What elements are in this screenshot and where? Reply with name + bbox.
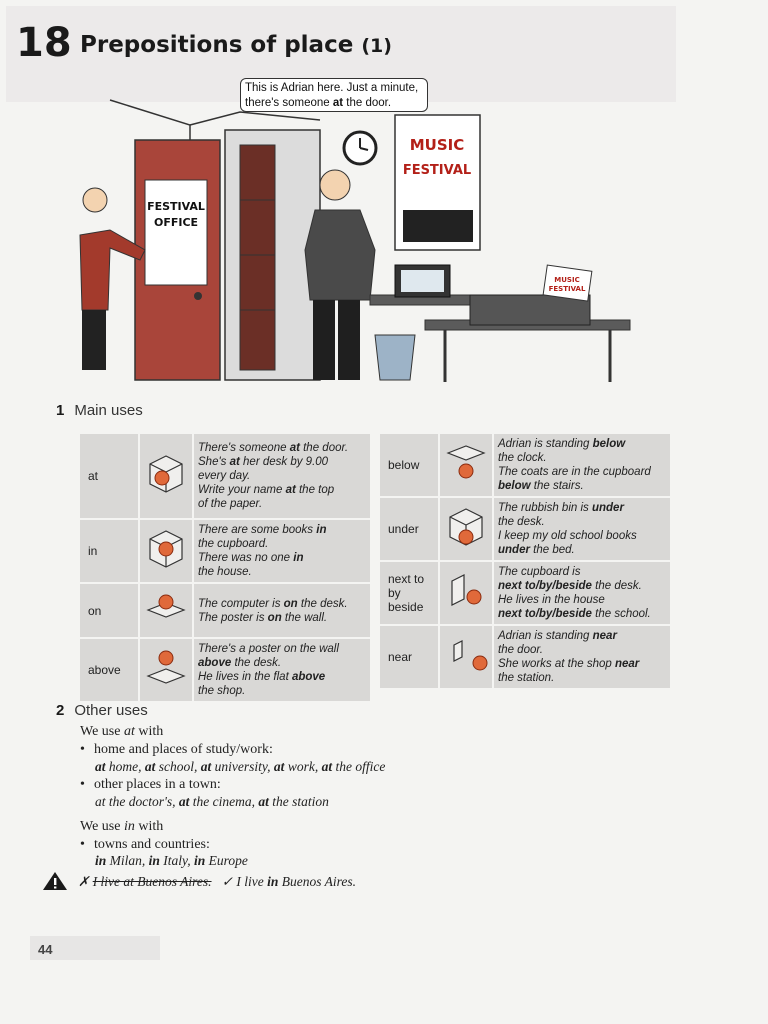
examples-countries: in Milan, in Italy, in Europe	[95, 853, 248, 868]
example-line: the cupboard.	[198, 538, 269, 550]
preposition-label: on	[80, 584, 138, 637]
svg-text:FESTIVAL: FESTIVAL	[548, 285, 586, 293]
preposition-examples	[494, 498, 670, 560]
preposition-row	[380, 498, 670, 560]
check-icon: ✓	[221, 874, 233, 889]
printer	[470, 295, 590, 325]
use-in-line: We use in with	[80, 819, 164, 834]
preposition-label: near	[380, 626, 438, 688]
preposition-diagram-icon	[440, 626, 492, 688]
cross-icon: ✗	[78, 874, 90, 889]
svg-text:MUSIC: MUSIC	[554, 276, 580, 284]
bullet-home: • home and places of study/work:	[80, 742, 273, 758]
section2-heading: 2 Other uses	[56, 702, 148, 719]
preposition-diagram-icon	[140, 639, 192, 701]
use-at-line: We use at with	[80, 724, 164, 739]
preposition-diagram-icon	[440, 498, 492, 560]
preposition-row	[380, 562, 670, 624]
warning-icon	[42, 871, 68, 891]
preposition-examples	[494, 562, 670, 624]
preposition-label: in	[80, 520, 138, 582]
preposition-label: at	[80, 434, 138, 518]
door-sign-text: FESTIVAL	[147, 200, 205, 213]
wrong-right-example: ✗ I live at Buenos Aires. ✓ I live in Buenos Aires.	[78, 874, 356, 889]
example-line: There was no one in	[198, 552, 304, 564]
preposition-label: next to by beside	[380, 562, 438, 624]
example-line: under the bed.	[498, 544, 575, 556]
section1-heading: 1 Main uses	[56, 402, 143, 419]
examples-home: at home, at school, at university, at work, at the office	[95, 759, 386, 774]
page-number: 44	[38, 942, 53, 957]
example-line: above the desk.	[198, 657, 282, 669]
example-line: She works at the shop near	[498, 658, 640, 670]
preposition-diagram-icon	[140, 434, 192, 518]
unit-title: Prepositions of place (1)	[80, 32, 392, 58]
example-line: Adrian is standing near	[498, 630, 617, 642]
example-line: the clock.	[498, 452, 547, 464]
example-line: The rubbish bin is under	[498, 502, 624, 514]
office-illustration	[70, 70, 640, 390]
main-uses-left-table	[78, 432, 372, 703]
svg-text:MUSIC: MUSIC	[409, 136, 465, 154]
example-line: He lives in the flat above	[198, 671, 326, 683]
preposition-examples	[494, 626, 670, 688]
example-line: the shop.	[198, 685, 246, 697]
svg-text:FESTIVAL: FESTIVAL	[402, 163, 472, 178]
preposition-examples	[494, 434, 670, 496]
example-line: There's someone at the door.	[198, 442, 349, 454]
example-line: the house.	[198, 566, 252, 578]
example-line: of the paper.	[198, 498, 263, 510]
examples-town: at the doctor's, at the cinema, at the station	[95, 794, 329, 809]
preposition-label: below	[380, 434, 438, 496]
preposition-examples	[194, 639, 370, 701]
preposition-diagram-icon	[440, 434, 492, 496]
example-line: Adrian is standing below	[498, 438, 626, 450]
preposition-row	[80, 584, 370, 637]
example-line: the station.	[498, 672, 555, 684]
example-line: The cupboard is	[498, 566, 581, 578]
svg-text:OFFICE: OFFICE	[153, 216, 199, 229]
preposition-row	[80, 639, 370, 701]
preposition-row	[80, 434, 370, 518]
preposition-label: above	[80, 639, 138, 701]
example-line: The coats are in the cupboard	[498, 466, 651, 478]
example-line: There are some books in	[198, 524, 327, 536]
example-line: She's at her desk by 9.00	[198, 456, 329, 468]
main-uses-right-table	[378, 432, 672, 690]
example-line: I keep my old school books	[498, 530, 637, 542]
example-line: the desk.	[498, 516, 545, 528]
example-line: next to/by/beside the desk.	[498, 580, 642, 592]
preposition-diagram-icon	[140, 520, 192, 582]
preposition-label: under	[380, 498, 438, 560]
example-line: Write your name at the top	[198, 484, 335, 496]
example-line: next to/by/beside the school.	[498, 608, 651, 620]
preposition-examples	[194, 434, 370, 518]
example-line: He lives in the house	[498, 594, 605, 606]
example-line: every day.	[198, 470, 251, 482]
preposition-diagram-icon	[140, 584, 192, 637]
example-line: below the stairs.	[498, 480, 584, 492]
example-line: There's a poster on the wall	[198, 643, 339, 655]
bullet-town: • other places in a town:	[80, 777, 221, 793]
rubbish-bin	[375, 335, 415, 380]
preposition-examples	[194, 584, 370, 637]
example-line: The computer is on the desk.	[198, 597, 348, 610]
preposition-diagram-icon	[440, 562, 492, 624]
bullet-countries: • towns and countries:	[80, 837, 210, 853]
preposition-row	[80, 520, 370, 582]
preposition-row	[380, 626, 670, 688]
example-line: The poster is on the wall.	[198, 611, 328, 624]
preposition-row	[380, 434, 670, 496]
unit-number: 18	[16, 20, 72, 66]
speech-bubble: This is Adrian here. Just a minute, there's someone at the door.	[240, 78, 428, 112]
example-line: the door.	[498, 644, 543, 656]
preposition-examples	[194, 520, 370, 582]
